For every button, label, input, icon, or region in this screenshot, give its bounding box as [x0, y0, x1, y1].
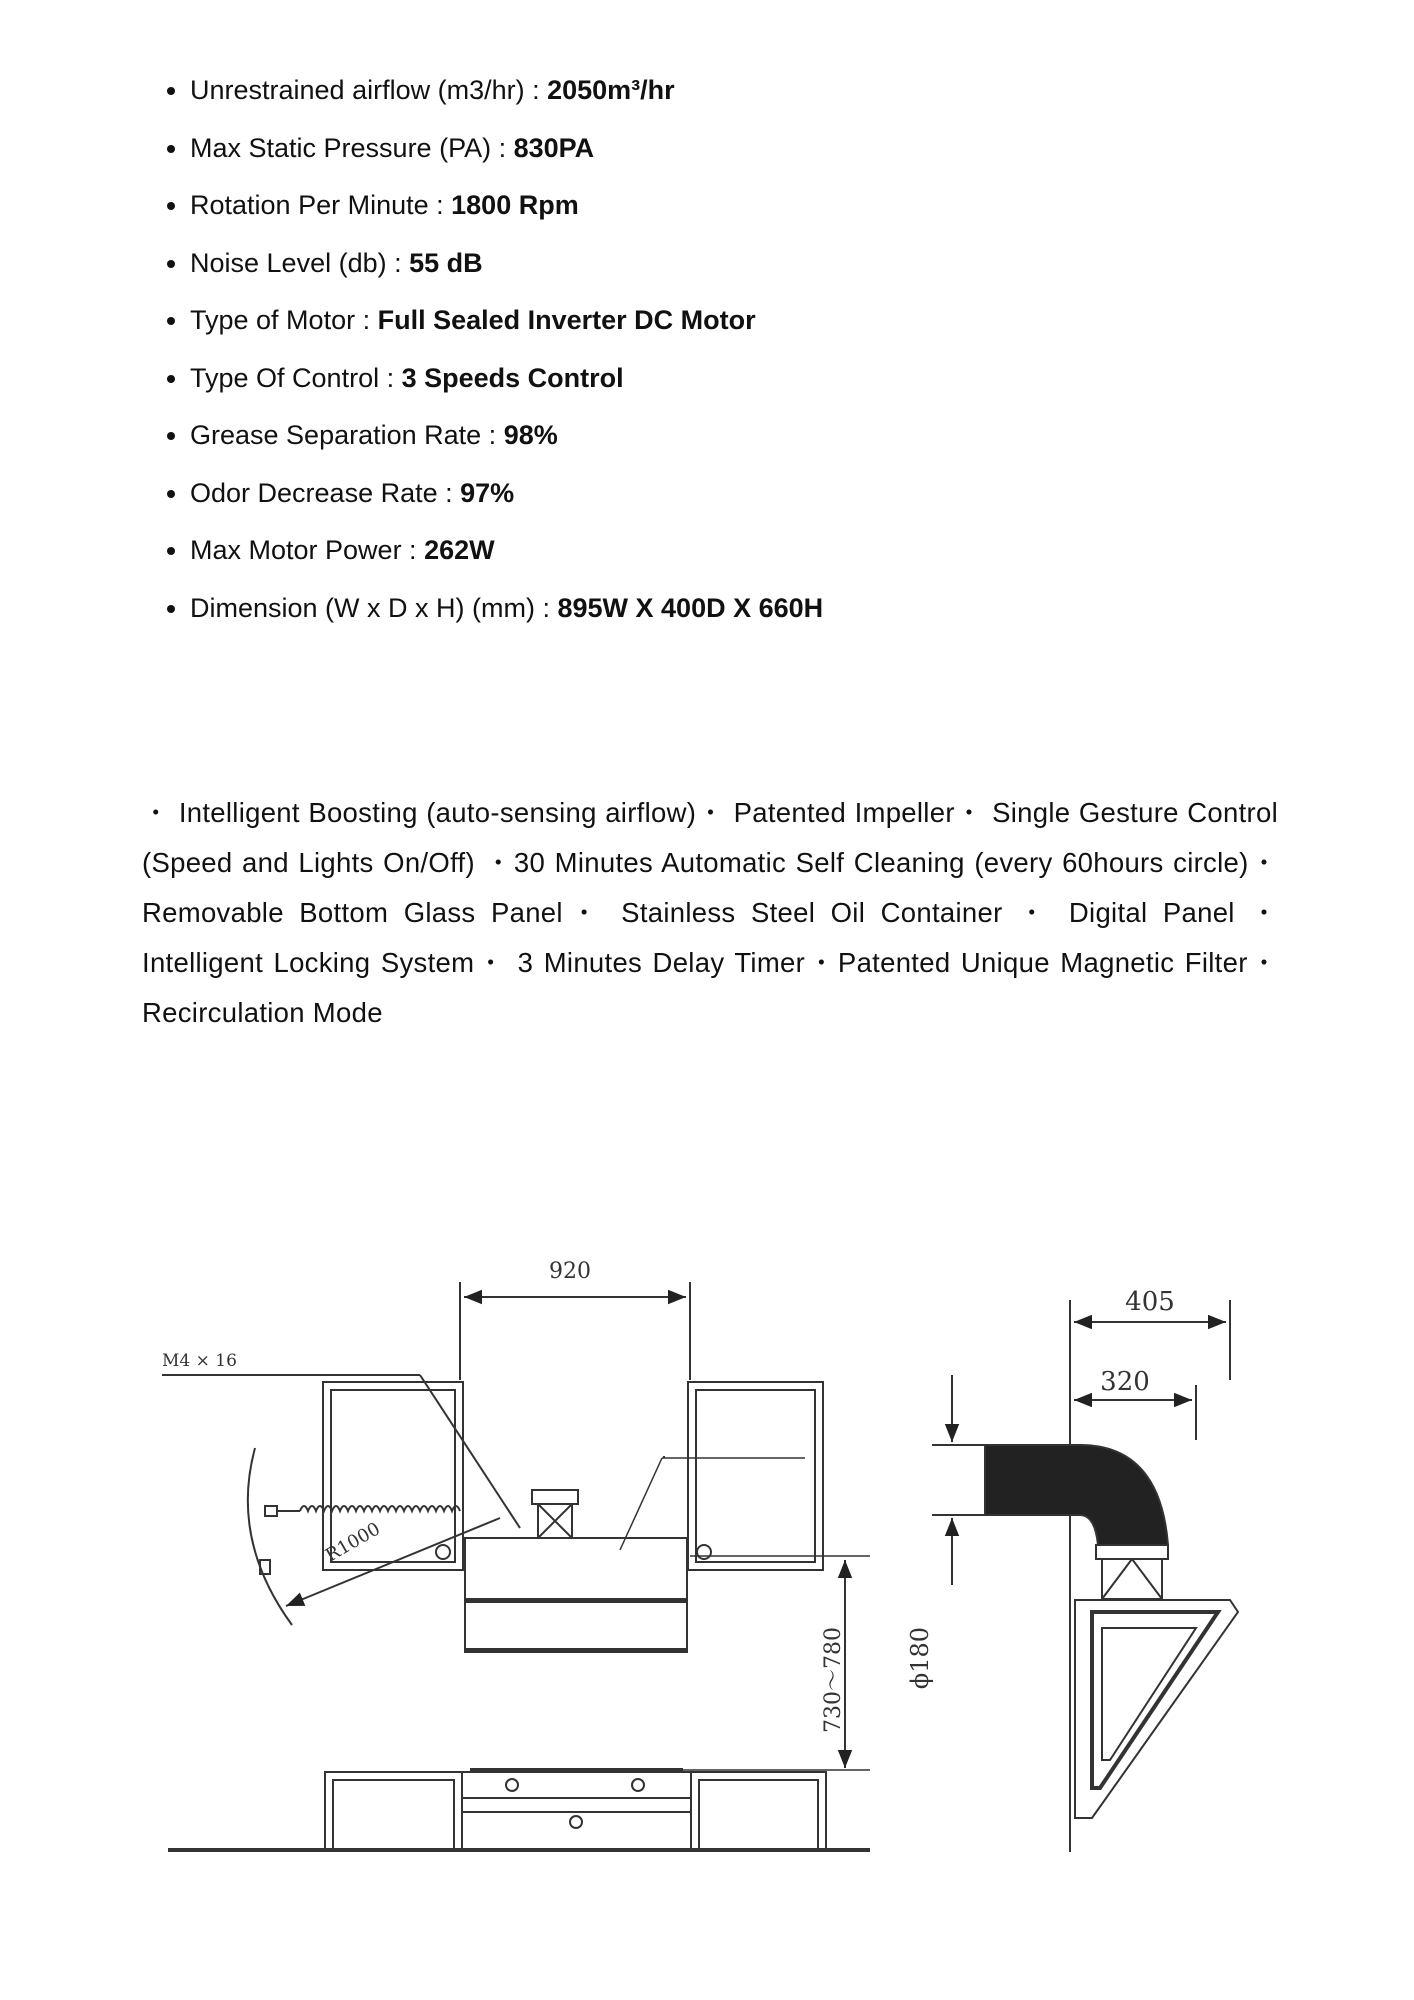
- spec-value: 98%: [503, 420, 558, 450]
- spec-item-airflow: [190, 72, 1290, 130]
- features-paragraph: ・ Intelligent Boosting (auto-sensing airflow)・ Patented Impeller・ Single Gesture Control (Speed and Lights On/Off) ・30 Minutes Automatic Self Cleaning (every 60hours circle)・ Removable Bottom Glass Panel・ Stainless Steel Oil Container ・ Digital Panel ・ Intelligent Locking System・ 3 Minutes Delay Timer・Patented Unique Magnetic Filter・ Recirculation Mode: [142, 796, 1278, 1028]
- spec-value: 55 dB: [409, 247, 483, 278]
- spec-value: 1800 Rpm: [451, 190, 579, 220]
- height-range-label: 730～780: [821, 1627, 846, 1733]
- spec-label: Dimension (W x D x H) (mm) :: [190, 592, 558, 623]
- spec-value: 895W X 400D X 660H: [557, 592, 824, 623]
- spec-item-dimension: [190, 590, 1290, 648]
- spec-item-grease-rate: [190, 417, 1290, 475]
- spec-item-control-type: [190, 360, 1290, 418]
- dim-width-label: 920: [549, 1259, 591, 1284]
- spec-label: Type of Motor :: [190, 305, 378, 335]
- dim-depth-total-label: 405: [1125, 1287, 1175, 1317]
- spec-value: Full Sealed Inverter DC Motor: [377, 305, 756, 335]
- spec-label: Rotation Per Minute :: [190, 190, 452, 220]
- installation-drawing: [0, 1240, 1414, 1860]
- spec-value: 3 Speeds Control: [401, 362, 624, 393]
- spec-item-motor-type: [190, 302, 1290, 360]
- dim-depth-inner-label: 320: [1100, 1367, 1150, 1397]
- spec-label: Noise Level (db) :: [190, 247, 410, 278]
- radius-label: R1000: [322, 1518, 384, 1567]
- spec-item-rpm: [190, 187, 1290, 245]
- spec-value: 97%: [460, 477, 515, 508]
- spec-item-pressure: [190, 130, 1290, 188]
- spec-label: Type Of Control :: [190, 362, 402, 393]
- spec-list: [150, 72, 1290, 647]
- spec-item-odor-rate: [190, 475, 1290, 533]
- spec-value: 262W: [424, 535, 495, 565]
- spec-value: 830PA: [513, 132, 595, 163]
- spec-label: Max Static Pressure (PA) :: [190, 132, 514, 163]
- spec-label: Grease Separation Rate :: [190, 420, 504, 450]
- spec-label: Unrestrained airflow (m3/hr) :: [190, 75, 548, 105]
- spec-item-noise: [190, 245, 1290, 303]
- spec-value: 2050m³/hr: [547, 75, 675, 105]
- spec-label: Odor Decrease Rate :: [190, 477, 461, 508]
- screw-label: M4 × 16: [162, 1351, 237, 1371]
- spec-label: Max Motor Power :: [190, 535, 425, 565]
- spec-item-motor-power: [190, 532, 1290, 590]
- duct-diameter-label: ϕ180: [906, 1626, 934, 1690]
